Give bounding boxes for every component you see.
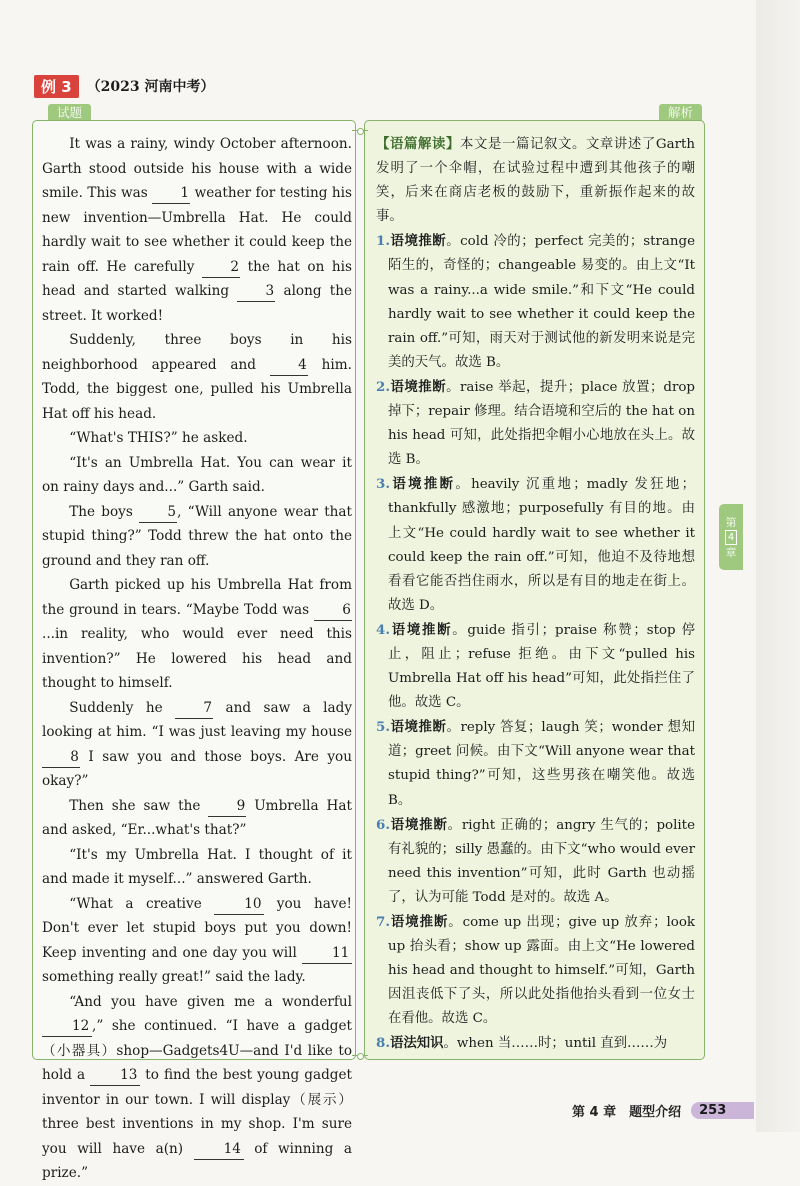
blank-8: 8 xyxy=(42,748,80,768)
story-text-segment: “It's my Umbrella Hat. I thought of it and made it myself...” answered Garth. xyxy=(42,846,352,887)
item-number: 8. xyxy=(376,1035,390,1052)
story-text-segment: Suddenly he xyxy=(69,699,176,716)
item-text: 。raise 举起，提升；place 放置；drop 掉下；repair 修理。结合语境和空后的 the hat on his head 可知，此处指把伞帽小心地放在头上。故选 B。 xyxy=(388,379,695,468)
blank-2: 2 xyxy=(202,258,240,278)
blank-12: 12 xyxy=(42,1017,92,1037)
story-text-segment: Garth picked up his Umbrella Hat from the ground in tears. “Maybe Todd was xyxy=(42,577,352,618)
intro-label: 【语篇解读】 xyxy=(376,136,460,152)
analysis-item-7 xyxy=(376,910,695,1031)
tab-question: 试题 xyxy=(48,104,91,122)
tab-analysis: 解析 xyxy=(659,104,702,122)
analysis-item-8 xyxy=(376,1031,695,1056)
chapter-side-tab[interactable] xyxy=(719,504,743,570)
item-number: 4. xyxy=(376,621,390,638)
item-text: 。reply 答复；laugh 笑；wonder 想知道；greet 问候。由下文“Will anyone wear that stupid thing?”可知，这些男孩在嘲笑他。故选 B。 xyxy=(388,720,695,808)
story-text-segment: “And you have given me a wonderful xyxy=(69,993,352,1010)
story-text-segment: something really great!” said the lady. xyxy=(42,969,306,985)
item-number: 7. xyxy=(376,914,390,930)
footer-chapter: 第 4 章 题型介绍 xyxy=(572,1104,682,1120)
story-text-segment: you have! Don't ever let stupid boys put you down! Keep inventing and one day you will xyxy=(42,895,352,961)
item-label: 语境推断 xyxy=(389,914,449,930)
story-text-segment: Suddenly, three boys in his neighborhood appeared and xyxy=(42,332,352,373)
analysis-notes xyxy=(376,132,695,1057)
story-text-segment: him. Todd, the biggest one, pulled his Umbrella Hat off his head. xyxy=(42,356,352,422)
story-paragraph xyxy=(42,500,352,574)
story-text-segment: ...in reality, who would ever need this invention?” He lowered his head and thought to himself. xyxy=(42,626,352,691)
analysis-item-2 xyxy=(376,375,695,472)
story-text-segment: , “Will anyone wear that stupid thing?” Todd threw the hat onto the ground and they ran off. xyxy=(42,503,352,569)
story-paragraph xyxy=(42,132,352,328)
blank-11: 11 xyxy=(302,944,352,964)
blank-6: 6 xyxy=(314,601,352,621)
story-text-segment: the hat on his head and started walking xyxy=(42,258,352,299)
story-paragraph xyxy=(42,990,352,1186)
blank-1: 1 xyxy=(152,184,190,204)
page-footer xyxy=(572,1099,754,1121)
item-number: 6. xyxy=(376,816,390,833)
blank-4: 4 xyxy=(270,356,308,376)
story-paragraph xyxy=(42,328,352,426)
story-text-segment: along the street. It worked! xyxy=(42,283,352,324)
story-text-segment: “It's an Umbrella Hat. You can wear it on rainy days and...” Garth said. xyxy=(42,454,352,495)
analysis-intro xyxy=(376,132,695,229)
story-paragraph xyxy=(42,451,352,500)
example-source: （2023 河南中考） xyxy=(86,79,215,95)
analysis-item-5 xyxy=(376,715,695,812)
side-tab-number: 4 xyxy=(725,530,737,545)
story-paragraph xyxy=(42,843,352,892)
blank-7: 7 xyxy=(175,699,213,719)
item-text: 。guide 指引；praise 称赞；stop 停止，阻止；refuse 拒绝。由下文“pulled his Umbrella Hat off his head”可知，此处指拦住了他。故选 C。 xyxy=(388,622,695,711)
analysis-items xyxy=(376,229,695,1056)
analysis-item-6 xyxy=(376,813,695,910)
side-tab-bottom: 章 xyxy=(725,545,737,559)
story-text-segment: It was a rainy, windy October afternoon. Garth stood outside his house with a wide smile. This was xyxy=(42,136,352,201)
item-text: 。when 当……时；until 直到……为 xyxy=(443,1036,668,1052)
item-number: 5. xyxy=(376,719,390,736)
story-text xyxy=(42,132,352,1186)
story-text-segment: to find the best young gadget inventor in our town. I will display（展示）three best inventions in my shop. I'm sure you will have a(n) xyxy=(42,1067,352,1157)
story-text-segment: “What's THIS?” he asked. xyxy=(69,430,248,446)
blank-13: 13 xyxy=(90,1066,140,1086)
story-paragraph xyxy=(42,794,352,843)
story-paragraph xyxy=(42,696,352,794)
item-label: 语境推断 xyxy=(389,719,447,736)
item-text: 。right 正确的；angry 生气的；polite 有礼貌的；silly 愚蠢的。由下文“who would ever need this invention”可知，此时 Garth 也动摇了，认为可能 Todd 是对的。故选 A。 xyxy=(388,817,695,905)
item-text: 。heavily 沉重地；madly 发狂地；thankfully 感激地；purposefully 有目的地。由上文“He could hardly wait to see whether it could keep the rain off.”可知，他迫不及待地想看看它能否挡住雨水，所以是有目的地走在街上。故选 D。 xyxy=(388,477,696,613)
story-text-segment: ,” she continued. “I have a gadget（小器具）shop—Gadgets4U—and I'd like to hold a xyxy=(42,1018,352,1083)
item-label: 语法知识 xyxy=(389,1035,444,1052)
story-text-segment: “What a creative xyxy=(69,895,215,912)
example-badge: 例 3 xyxy=(34,75,79,98)
panel-connector-bottom xyxy=(350,1052,370,1060)
story-text-segment: and saw a lady looking at him. “I was just leaving my house xyxy=(42,699,352,740)
item-number: 1. xyxy=(376,233,390,250)
item-text: 。come up 出现；give up 放弃；look up 抬头看；show up 露面。由上文“He lowered his head and thought to himself.”可知，Garth 因沮丧低下了头，所以此处指他抬头看到一位女士在看他。故选 C。 xyxy=(388,915,695,1027)
side-tab-top: 第 xyxy=(725,515,737,529)
analysis-item-1 xyxy=(376,229,695,375)
page-number: 253 xyxy=(691,1102,754,1119)
blank-3: 3 xyxy=(237,282,275,302)
analysis-item-3 xyxy=(376,472,695,618)
blank-9: 9 xyxy=(208,797,246,817)
item-number: 2. xyxy=(376,378,390,395)
story-paragraph xyxy=(42,892,352,990)
blank-14: 14 xyxy=(194,1140,244,1160)
analysis-item-4 xyxy=(376,618,695,715)
story-text-segment: Umbrella Hat and asked, “Er...what's that?” xyxy=(42,797,352,838)
intro-text: 本文是一篇记叙文。文章讲述了Garth发明了一个伞帽，在试验过程中遭到其他孩子的嘲笑，后来在商店老板的鼓励下，重新振作起来的故事。 xyxy=(376,137,696,225)
item-label: 语境推断 xyxy=(389,476,456,493)
item-text: 。cold 冷的；perfect 完美的；strange 陌生的，奇怪的；changeable 易变的。由上文“It was a rainy...a wide smile.”和下文“He could hardly wait to see whether it could keep the rain off.”可知，雨天对于测试他的新发明来说是完美的天气。故选 B。 xyxy=(388,234,695,370)
page-edge xyxy=(756,0,800,1132)
story-text-segment: Then she saw the xyxy=(69,797,209,814)
example-header xyxy=(34,74,215,98)
story-text-segment: weather for testing his new invention—Umbrella Hat. He could hardly wait to see whether it could keep the rain off. He carefully xyxy=(42,185,352,275)
item-label: 语境推断 xyxy=(389,816,448,833)
story-text-segment: I saw you and those boys. Are you okay?” xyxy=(42,748,352,789)
item-label: 语境推断 xyxy=(389,378,447,395)
story-text-segment: The boys xyxy=(69,503,140,520)
panel-connector-top xyxy=(350,127,370,135)
item-label: 语境推断 xyxy=(389,621,453,638)
item-label: 语境推断 xyxy=(389,233,447,250)
blank-10: 10 xyxy=(214,895,264,915)
item-number: 3. xyxy=(376,476,390,493)
story-paragraph xyxy=(42,573,352,696)
story-text-segment: of winning a prize.” xyxy=(42,1140,352,1181)
story-paragraph xyxy=(42,426,352,451)
blank-5: 5 xyxy=(139,503,177,523)
